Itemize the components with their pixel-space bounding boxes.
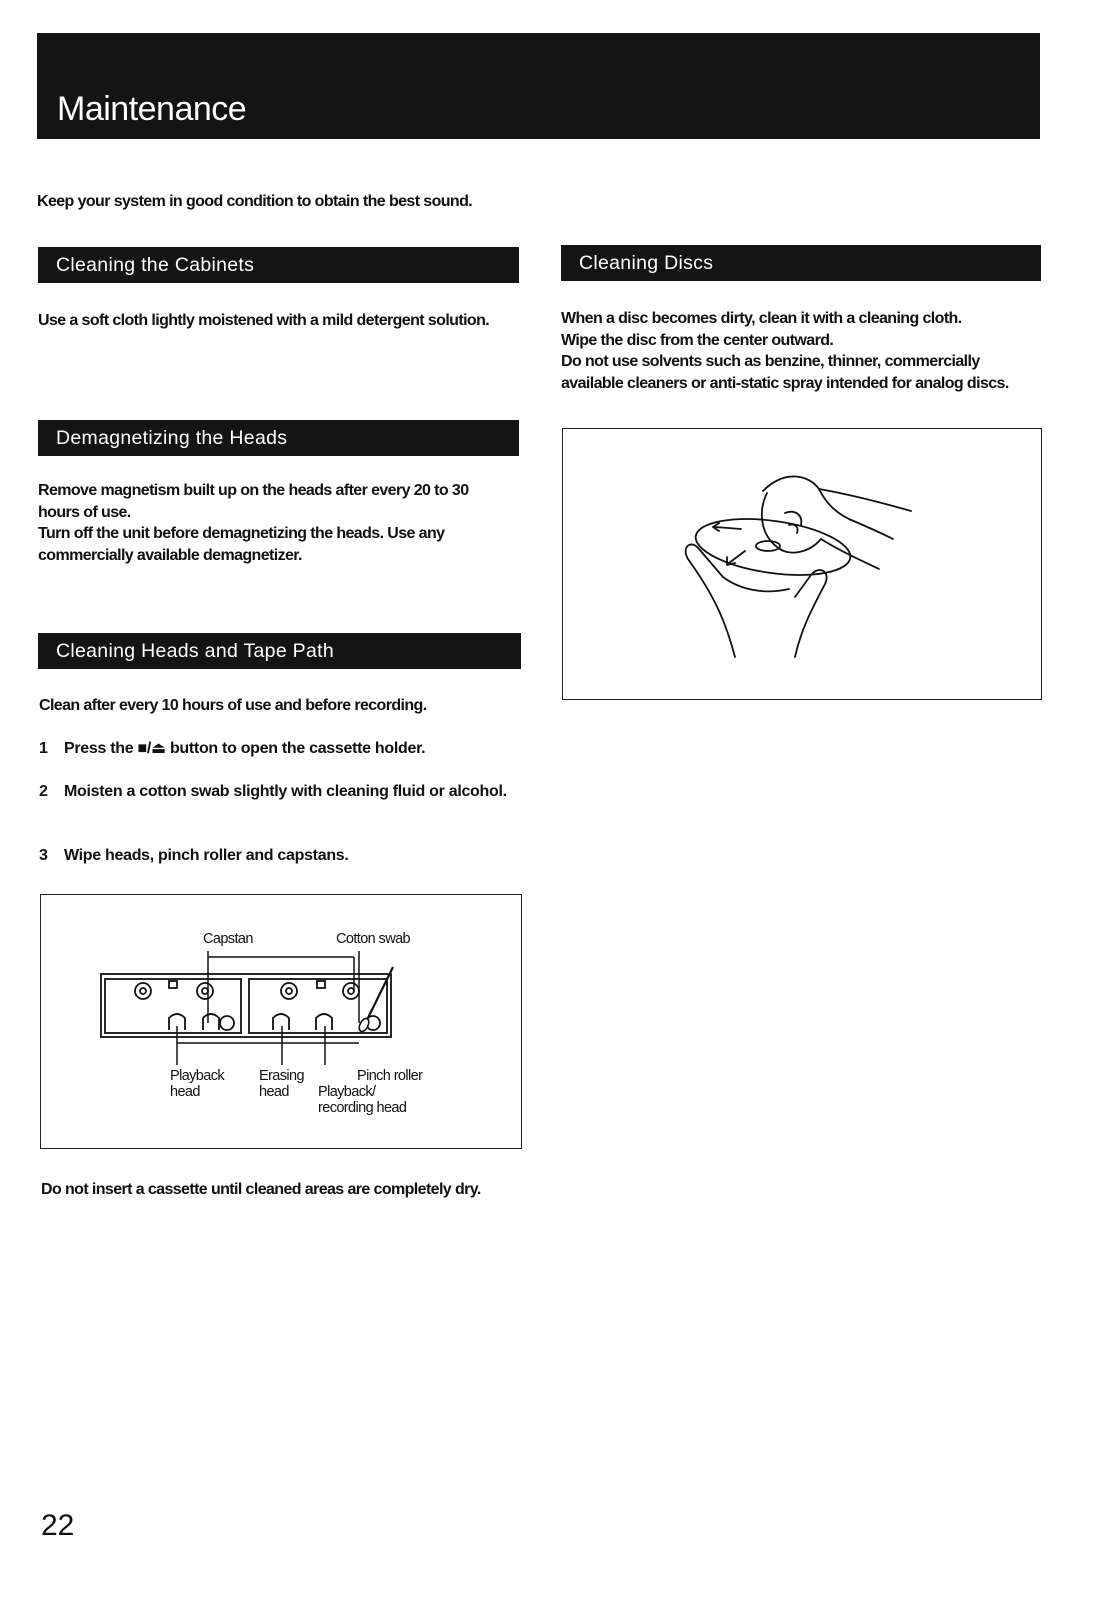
label-playback-recording-head: Playback/ recording head [318,1084,407,1116]
page-title-banner [37,33,1040,139]
tape-path-intro: Clean after every 10 hours of use and before recording. [39,697,427,714]
label-pinch-roller: Pinch roller [357,1068,423,1084]
tape-path-note: Do not insert a cassette until cleaned areas are completely dry. [41,1181,481,1198]
heads-text [38,480,513,566]
step-text: Wipe heads, pinch roller and capstans. [64,847,349,864]
heads-text-line2: Turn off the unit before demagnetizing the heads. Use any commercially available demagnetizer. [38,525,445,564]
discs-text [561,308,1036,394]
step-number: 2 [39,783,48,800]
step-number: 1 [39,740,48,757]
page-title: Maintenance [57,90,247,128]
label-erasing-head: Erasing head [259,1068,304,1100]
tape-path-diagram [40,894,522,1149]
label-playback-head: Playback head [170,1068,225,1100]
discs-heading: Cleaning Discs [561,245,1041,281]
discs-text-line1: When a disc becomes dirty, clean it with a cleaning cloth. [561,310,962,327]
cassette-mechanism-illustration [41,895,523,1150]
cabinets-text: Use a soft cloth lightly moistened with a mild detergent solution. [38,312,490,329]
heads-text-line1: Remove magnetism built up on the heads after every 20 to 30 hours of use. [38,482,469,521]
cabinets-heading: Cleaning the Cabinets [38,247,519,283]
step-number: 3 [39,847,48,864]
disc-cleaning-illustration [563,429,1043,701]
discs-text-line2: Wipe the disc from the center outward. [561,331,834,349]
heads-heading: Demagnetizing the Heads [38,420,519,456]
steps-list [39,738,519,878]
disc-cleaning-figure [562,428,1042,700]
tape-path-heading: Cleaning Heads and Tape Path [38,633,521,669]
label-cotton-swab: Cotton swab [336,931,410,947]
page-number: 22 [41,1509,75,1542]
intro-text: Keep your system in good condition to obtain the best sound. [37,193,473,210]
step-text: Press the ■/⏏ button to open the cassette holder. [64,740,426,757]
step-text: Moisten a cotton swab slightly with cleaning fluid or alcohol. [64,783,507,800]
label-capstan: Capstan [203,931,253,947]
discs-text-line3: Do not use solvents such as benzine, thinner, commercially available cleaners or anti-static spray intended for analog discs. [561,353,1009,392]
